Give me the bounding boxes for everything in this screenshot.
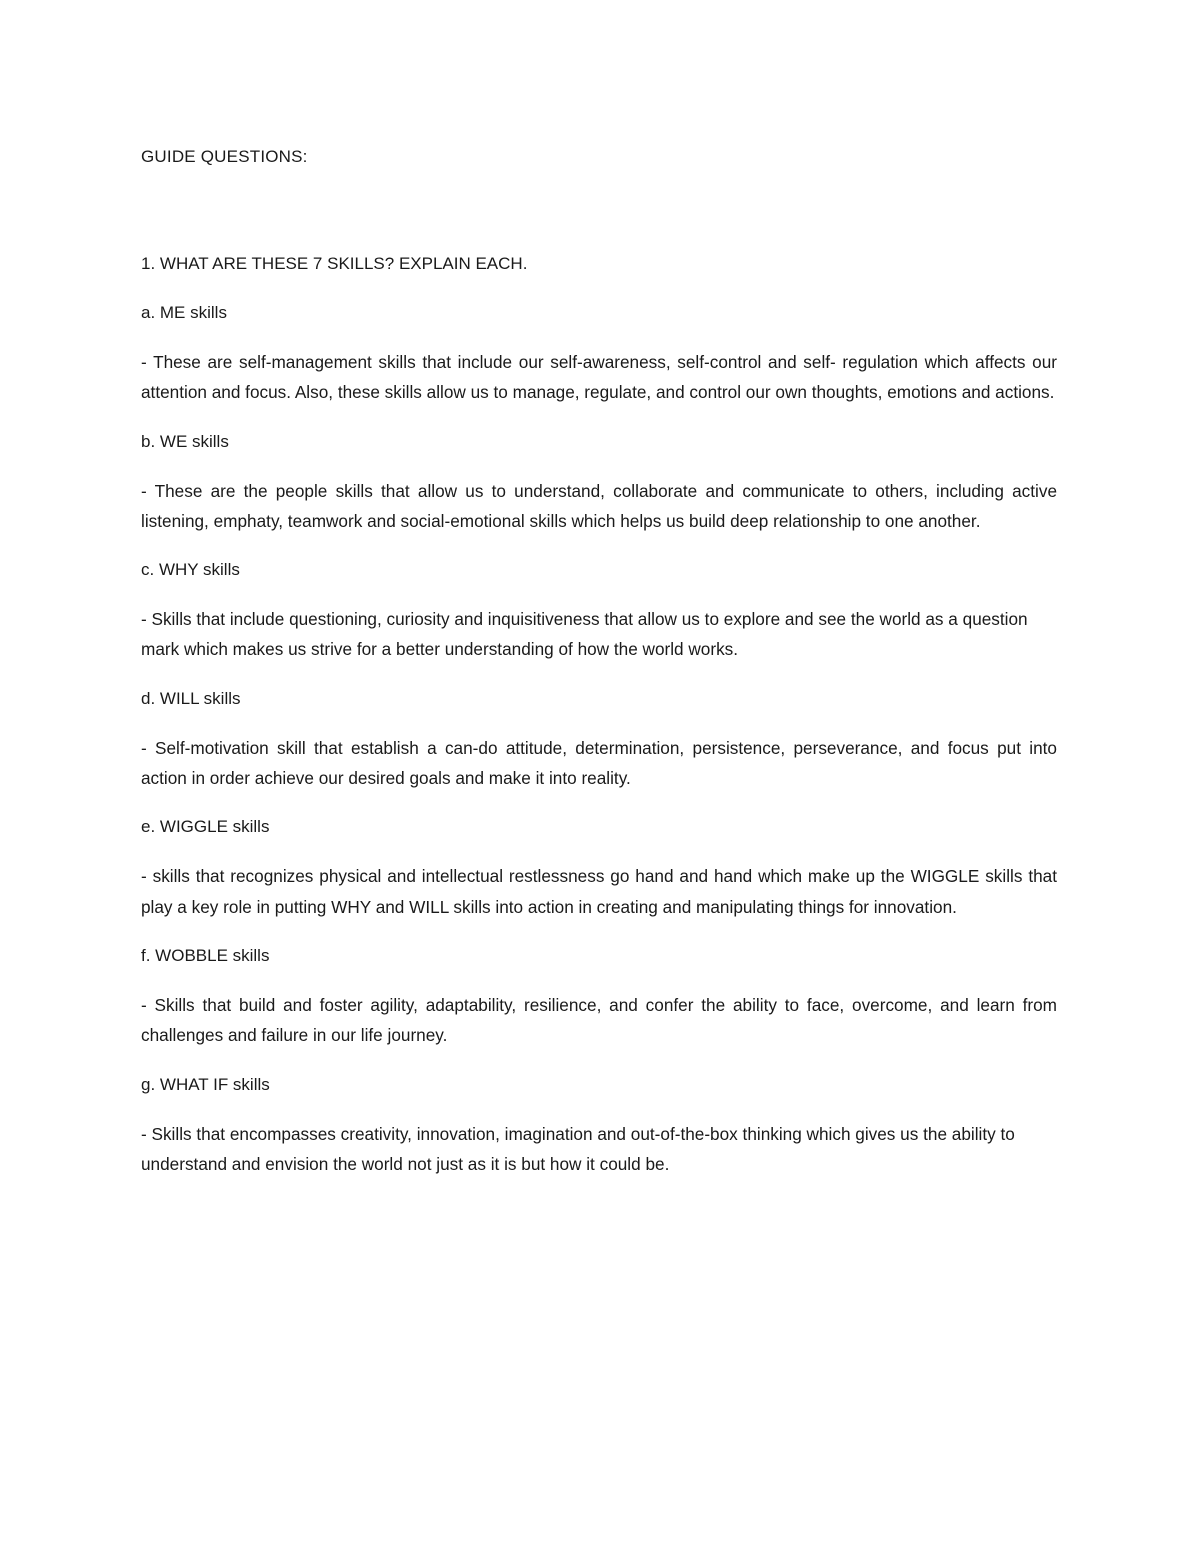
- skill-description-wiggle: - skills that recognizes physical and intellectual restlessness go hand and hand which make up the WIGGLE skills that play a key role in putting WHY and WILL skills into action in creating and manipulating things for innovation.: [141, 866, 1057, 917]
- skill-description-will: - Self-motivation skill that establish a can-do attitude, determination, persistence, perseverance, and focus put into action in order achieve our desired goals and make it into reality.: [141, 737, 1057, 789]
- skill-description-what-if: - Skills that encompasses creativity, innovation, imagination and out-of-the-box thinking which gives us the ability to understand and envision the world not just as it is but how it could be.: [141, 1123, 1015, 1174]
- skill-description-wobble: - Skills that build and foster agility, adaptability, resilience, and confer the ability to face, overcome, and learn from challenges and failure in our life journey.: [141, 994, 1057, 1046]
- question-heading: 1. WHAT ARE THESE 7 SKILLS? EXPLAIN EACH.: [141, 254, 528, 273]
- skill-label-wiggle: e. WIGGLE skills: [141, 817, 270, 837]
- skill-label-we: b. WE skills: [141, 431, 229, 451]
- document-title: GUIDE QUESTIONS:: [141, 147, 308, 166]
- skill-description-we: - These are the people skills that allow us to understand, collaborate and communicate to others, including active listening, emphaty, teamwork and social-emotional skills which helps us build deep relationship to one another.: [141, 480, 1057, 531]
- skill-label-wobble: f. WOBBLE skills: [141, 945, 270, 965]
- skill-label-will: d. WILL skills: [141, 688, 241, 708]
- document-body: [141, 142, 1057, 1198]
- skill-label-me: a. ME skills: [141, 303, 227, 322]
- skill-label-what-if: g. WHAT IF skills: [141, 1074, 270, 1094]
- skill-label-why: c. WHY skills: [141, 560, 240, 580]
- skill-description-why: - Skills that include questioning, curiosity and inquisitiveness that allow us to explore and see the world as a question mark which makes us strive for a better understanding of how the world works.: [141, 609, 1028, 660]
- skill-description-me: - These are self-management skills that include our self-awareness, self-control and self- regulation which affects our attention and focus. Also, these skills allow us to manage, regulate, and control our own thoughts, emotions and actions.: [141, 352, 1057, 403]
